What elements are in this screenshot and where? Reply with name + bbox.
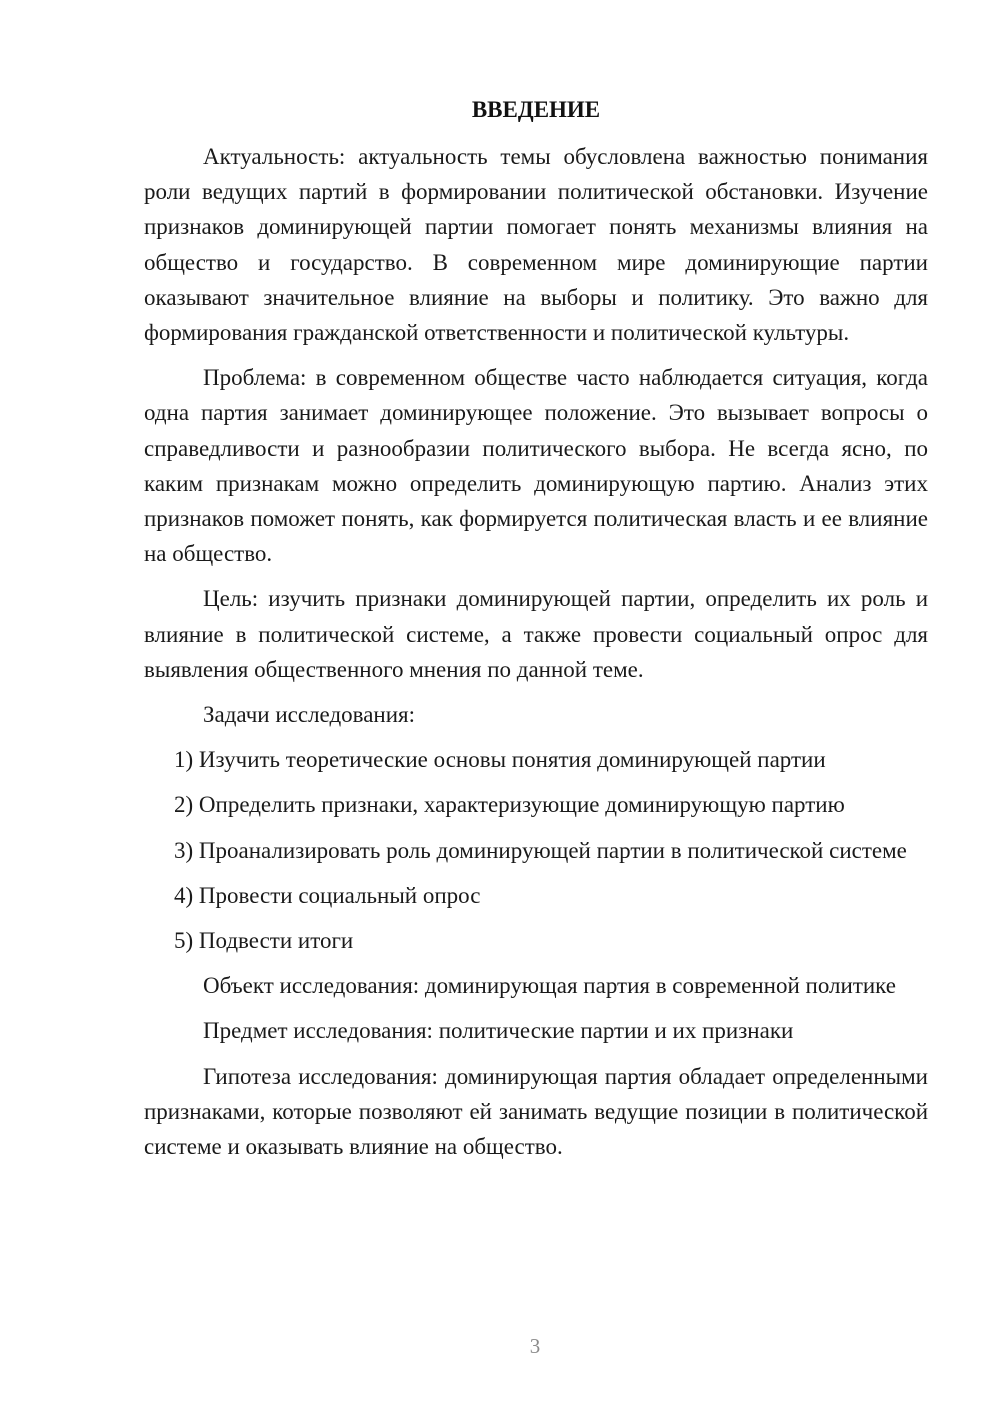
object-paragraph: Объект исследования: доминирующая партия в современной политике	[203, 973, 896, 999]
page-content	[144, 92, 928, 1174]
goal-paragraph: Цель: изучить признаки доминирующей партии, определить их роль и влияние в политической системе, а также провести социальный опрос для выявления общественного мнения по данной теме.	[144, 586, 928, 682]
task-item-2: 2) Определить признаки, характеризующие доминирующую партию	[174, 792, 845, 818]
relevance-paragraph: Актуальность: актуальность темы обусловлена важностью понимания роли ведущих партий в формировании политической обстановки. Изучение признаков доминирующей партии помогает понять механизмы влияния на общество и государство. В современном мире доминирующие партии оказывают значительное влияние на выборы и политику. Это важно для формирования гражданской ответственности и политической культуры.	[144, 144, 928, 346]
hypothesis-paragraph: Гипотеза исследования: доминирующая партия обладает определенными признаками, которые позволяют ей занимать ведущие позиции в политической системе и оказывать влияние на общество.	[144, 1063, 928, 1160]
task-item-5: 5) Подвести итоги	[174, 928, 354, 954]
subject-paragraph: Предмет исследования: политические партии и их признаки	[203, 1018, 794, 1044]
task-item-3: 3) Проанализировать роль доминирующей партии в политической системе	[174, 837, 907, 863]
tasks-heading: Задачи исследования:	[203, 702, 416, 728]
problem-paragraph: Проблема: в современном обществе часто наблюдается ситуация, когда одна партия занимает доминирующее положение. Это вызывает вопросы о справедливости и разнообразии политического выбора. Не всегда ясно, по каким признакам можно определить доминирующую партию. Анализ этих признаков поможет понять, как формируется политическая власть и ее влияние на общество.	[144, 365, 928, 567]
section-title: ВВЕДЕНИЕ	[471, 97, 601, 122]
page-number: 3	[529, 1334, 541, 1358]
task-item-4: 4) Провести социальный опрос	[174, 882, 481, 908]
task-item-1: 1) Изучить теоретические основы понятия доминирующей партии	[174, 747, 826, 773]
tasks-list	[144, 742, 928, 958]
